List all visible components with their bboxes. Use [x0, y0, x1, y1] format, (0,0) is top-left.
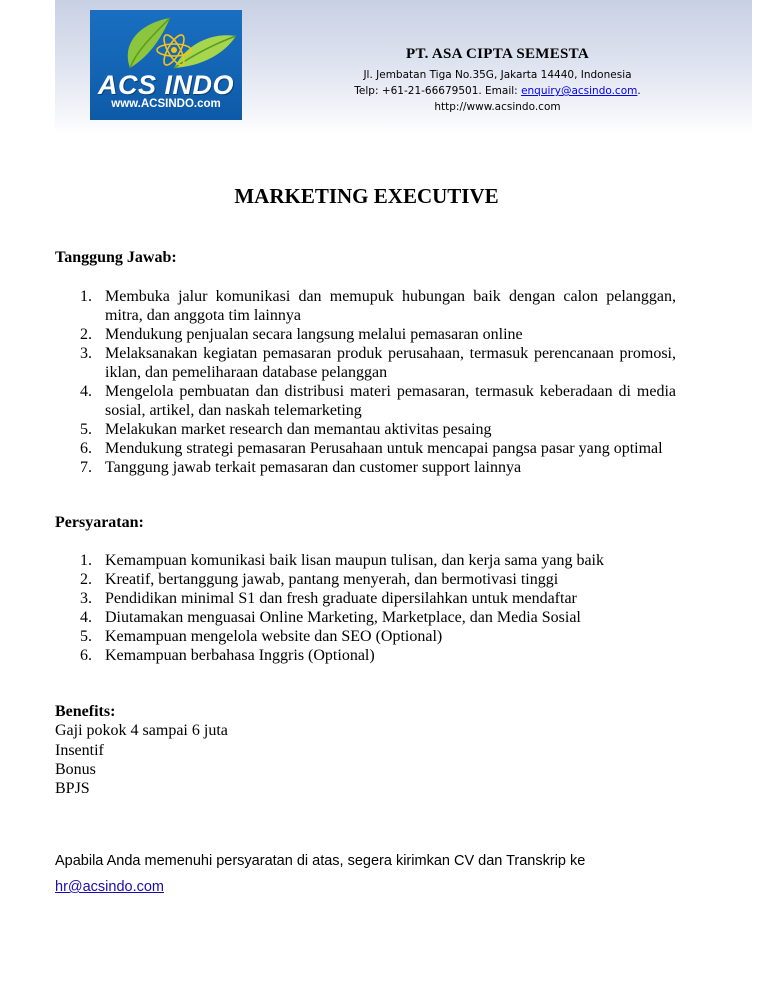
list-item-text: Kemampuan komunikasi baik lisan maupun tulisan, dan kerja sama yang baik — [105, 552, 604, 569]
responsibilities-heading: Tanggung Jawab: — [55, 249, 177, 266]
list-item — [55, 589, 676, 608]
list-number: 6. — [80, 440, 92, 457]
list-number: 3. — [80, 345, 92, 362]
list-item-text: Melaksanakan kegiatan pemasaran produk perusahaan, termasuk perencanaan promosi, iklan, dan pemeliharaan database pelanggan — [105, 345, 676, 381]
company-contact-end: . — [637, 85, 641, 97]
list-number: 7. — [80, 459, 92, 476]
apply-email-link[interactable]: hr@acsindo.com — [55, 879, 165, 895]
list-number: 5. — [80, 628, 92, 645]
benefits-heading: Benefits: — [55, 703, 116, 720]
list-item — [55, 458, 676, 477]
responsibilities-list — [55, 287, 676, 477]
list-item — [55, 608, 676, 627]
list-item — [55, 551, 676, 570]
company-name: PT. ASA CIPTA SEMESTA — [405, 46, 589, 62]
company-email-link[interactable]: enquiry@acsindo.com — [521, 85, 638, 97]
list-number: 1. — [80, 552, 92, 569]
benefit-item: Gaji pokok 4 sampai 6 juta — [55, 722, 228, 740]
benefit-item: Bonus — [55, 760, 96, 778]
requirements-heading: Persyaratan: — [55, 514, 144, 531]
apply-text: Apabila Anda memenuhi persyaratan di atas, segera kirimkan CV dan Transkrip ke — [55, 853, 586, 869]
list-item-text: Membuka jalur komunikasi dan memupuk hubungan baik dengan calon pelanggan, mitra, dan anggota tim lainnya — [105, 288, 676, 324]
list-item — [55, 420, 676, 439]
requirements-list — [55, 551, 676, 665]
benefits-section — [55, 702, 228, 798]
company-address: Jl. Jembatan Tiga No.35G, Jakarta 14440, Indonesia — [363, 69, 632, 81]
list-item-text: Mendukung strategi pemasaran Perusahaan untuk mencapai pangsa pasar yang optimal — [105, 440, 663, 457]
list-item — [55, 344, 676, 382]
list-number: 3. — [80, 590, 92, 607]
job-title: MARKETING EXECUTIVE — [234, 184, 499, 208]
apply-instructions — [55, 848, 585, 900]
list-number: 1. — [80, 288, 92, 305]
list-item-text: Melakukan market research dan memantau aktivitas pesaing — [105, 421, 492, 438]
logo-url: www.ACSINDO.com — [111, 98, 221, 110]
list-number: 4. — [80, 383, 92, 400]
list-item-text: Kemampuan mengelola website dan SEO (Optional) — [105, 628, 443, 645]
company-phone: Telp: +61-21-66679501. Email: — [354, 85, 522, 97]
list-item-text: Diutamakan menguasai Online Marketing, Marketplace, dan Media Sosial — [105, 609, 581, 626]
list-item-text: Pendidikan minimal S1 dan fresh graduate dipersilahkan untuk mendaftar — [105, 590, 577, 607]
company-contact — [300, 83, 695, 99]
list-item-text: Kreatif, bertanggung jawab, pantang menyerah, dan bermotivasi tinggi — [105, 571, 559, 588]
list-item — [55, 570, 676, 589]
benefit-item: Insentif — [55, 741, 104, 759]
list-item-text: Mendukung penjualan secara langsung melalui pemasaran online — [105, 326, 523, 343]
list-item — [55, 646, 676, 665]
list-number: 2. — [80, 571, 92, 588]
list-item — [55, 439, 676, 458]
company-logo — [90, 10, 242, 120]
list-item-text: Kemampuan berbahasa Inggris (Optional) — [105, 647, 375, 664]
list-number: 4. — [80, 609, 92, 626]
list-item — [55, 627, 676, 646]
company-info — [300, 46, 695, 115]
company-website: http://www.acsindo.com — [434, 101, 561, 113]
list-number: 6. — [80, 647, 92, 664]
list-item-text: Mengelola pembuatan dan distribusi materi pemasaran, termasuk keberadaan di media sosial, artikel, dan naskah telemarketing — [105, 383, 676, 419]
list-item-text: Tanggung jawab terkait pemasaran dan customer support lainnya — [105, 459, 522, 476]
list-item — [55, 325, 676, 344]
list-item — [55, 382, 676, 420]
benefit-item: BPJS — [55, 780, 90, 798]
list-number: 2. — [80, 326, 92, 343]
logo-name: ACS INDO — [97, 70, 234, 100]
list-item — [55, 287, 676, 325]
list-number: 5. — [80, 421, 92, 438]
